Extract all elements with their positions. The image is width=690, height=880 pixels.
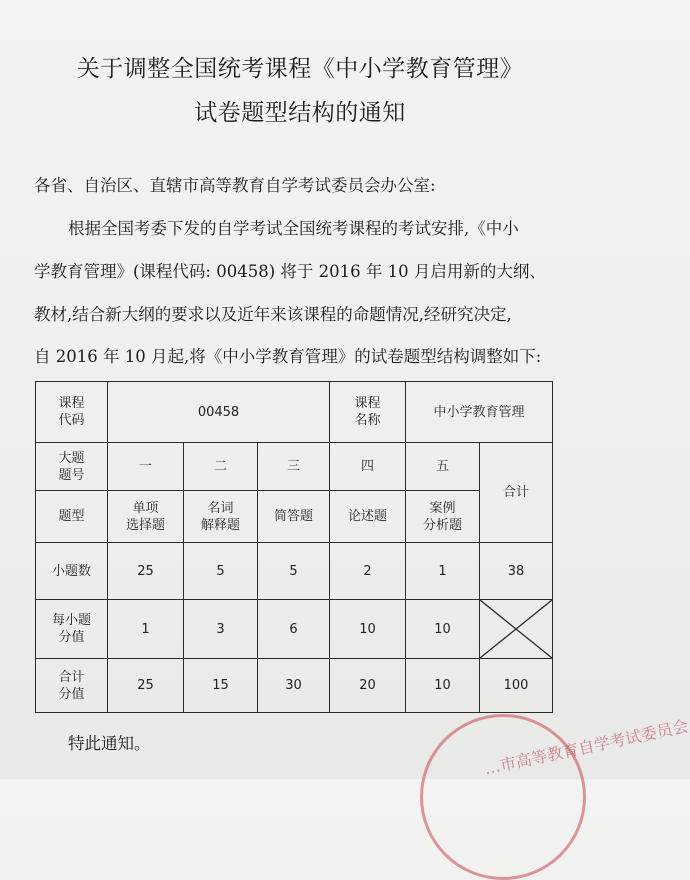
question-no-5: 五 [406, 443, 480, 491]
points-each-label: 每小题 分值 [36, 600, 108, 659]
type-5: 案例 分析题 [406, 491, 480, 543]
points-each-3: 6 [258, 600, 330, 659]
course-name-label: 课程 名称 [330, 382, 406, 443]
official-seal-text: …市高等教育自学考试委员会 [482, 716, 690, 779]
type-label: 题型 [36, 491, 108, 543]
total-header: 合计 [480, 443, 553, 543]
body-line-1: 根据全国考委下发的自学考试全国统考课程的考试安排,《中小 [68, 219, 519, 238]
count-1: 25 [108, 543, 184, 600]
points-each-5: 10 [406, 600, 480, 659]
question-no-2: 二 [184, 443, 258, 491]
question-no-label: 大题 题号 [36, 443, 108, 491]
course-code-value: 00458 [108, 382, 330, 443]
salutation: 各省、自治区、直辖市高等教育自学考试委员会办公室: [34, 176, 436, 195]
type-4: 论述题 [330, 491, 406, 543]
exam-structure-table [35, 381, 553, 713]
grand-total: 100 [480, 659, 553, 713]
count-5: 1 [406, 543, 480, 600]
course-code-label: 课程 代码 [36, 382, 108, 443]
subtotal-5: 10 [406, 659, 480, 713]
question-no-3: 三 [258, 443, 330, 491]
body-line-4: 自 2016 年 10 月起,将《中小学教育管理》的试卷题型结构调整如下: [34, 347, 542, 366]
count-total: 38 [480, 543, 553, 600]
body-line-3: 教材,结合新大纲的要求以及近年来该课程的命题情况,经研究决定, [34, 305, 512, 324]
points-each-1: 1 [108, 600, 184, 659]
count-2: 5 [184, 543, 258, 600]
crossed-out-cell [480, 600, 553, 659]
table-row [36, 600, 553, 659]
closing-line: 特此通知。 [68, 734, 151, 753]
question-no-1: 一 [108, 443, 184, 491]
cross-mark-icon [480, 600, 552, 658]
points-each-4: 10 [330, 600, 406, 659]
question-no-4: 四 [330, 443, 406, 491]
table-row [36, 659, 553, 713]
count-label: 小题数 [36, 543, 108, 600]
type-2: 名词 解释题 [184, 491, 258, 543]
body-line-2: 学教育管理》(课程代码: 00458) 将于 2016 年 10 月启用新的大纲、 [34, 262, 546, 281]
count-4: 2 [330, 543, 406, 600]
table-row [36, 491, 553, 543]
type-3: 简答题 [258, 491, 330, 543]
subtotal-4: 20 [330, 659, 406, 713]
table-row [36, 443, 553, 491]
subtotal-1: 25 [108, 659, 184, 713]
points-each-2: 3 [184, 600, 258, 659]
table-row [36, 543, 553, 600]
count-3: 5 [258, 543, 330, 600]
course-name-value: 中小学教育管理 [406, 382, 553, 443]
subtotal-label: 合计 分值 [36, 659, 108, 713]
table-row [36, 382, 553, 443]
subtotal-3: 30 [258, 659, 330, 713]
subtotal-2: 15 [184, 659, 258, 713]
type-1: 单项 选择题 [108, 491, 184, 543]
notice-title-line-1: 关于调整全国统考课程《中小学教育管理》 [76, 56, 524, 82]
notice-title-line-2: 试卷题型结构的通知 [194, 100, 406, 126]
